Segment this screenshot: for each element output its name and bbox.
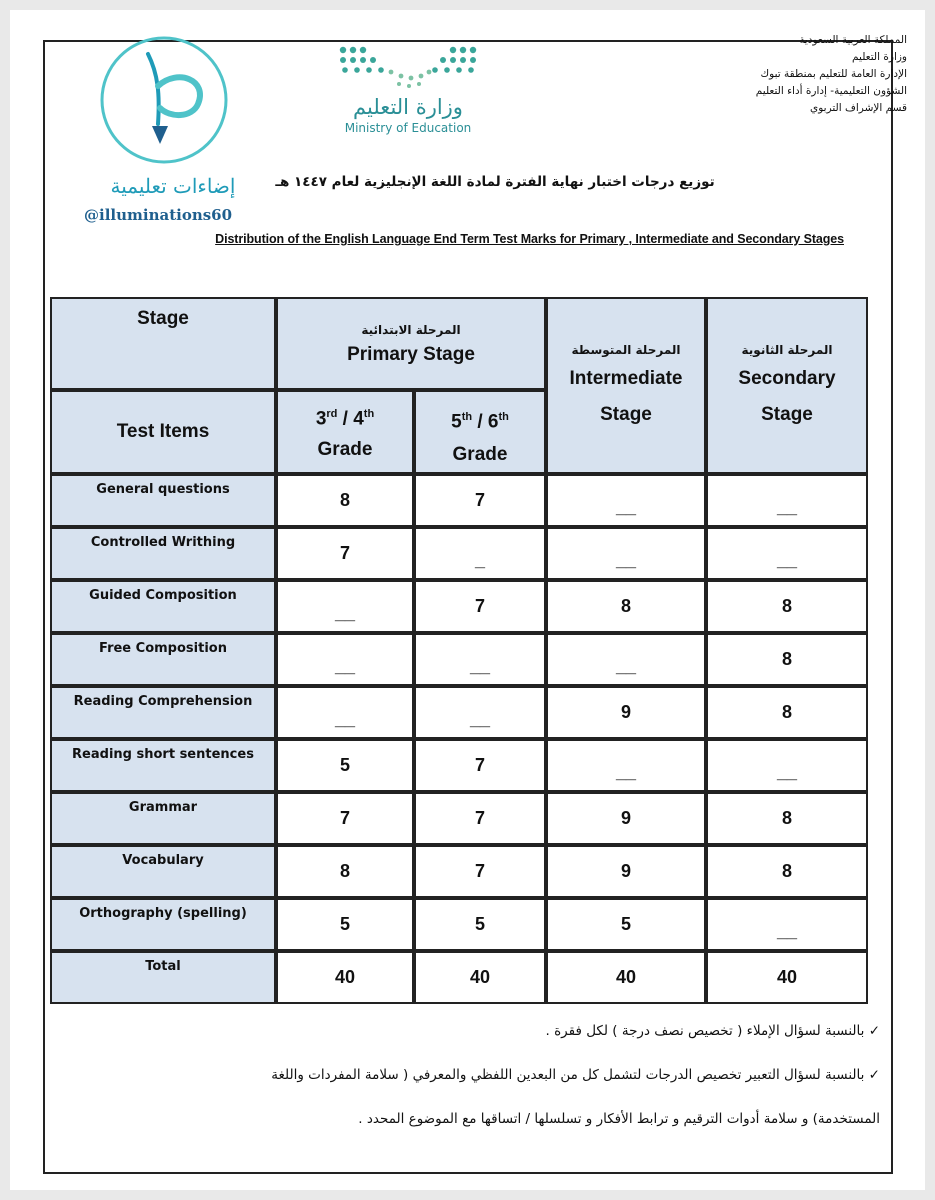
secondary-stage-en: Stage [761, 403, 813, 425]
title-arabic: توزيع درجات اختبار نهاية الفترة لمادة اللغة الإنجليزية لعام ١٤٤٧ هـ [275, 174, 715, 190]
mark-cell: 8 [706, 633, 868, 686]
ministry-name-en: Ministry of Education [344, 121, 472, 135]
mark-cell: __ [414, 686, 546, 739]
mark-cell: 5 [546, 898, 706, 951]
mark-cell: 7 [414, 474, 546, 527]
header-line: وزارة التعليم [852, 51, 907, 63]
mark-cell: 9 [546, 792, 706, 845]
mark-cell: 7 [414, 845, 546, 898]
intermediate-stage-en: Stage [600, 403, 652, 425]
illuminations-logo [84, 34, 248, 224]
mark-cell: 9 [546, 845, 706, 898]
test-item-cell: Reading Comprehension [50, 686, 276, 739]
mark-cell: __ [546, 739, 706, 792]
test-item-cell: General questions [50, 474, 276, 527]
mark-cell: 7 [414, 580, 546, 633]
mark-cell: __ [276, 633, 414, 686]
header-line: الإدارة العامة للتعليم بمنطقة تبوك [760, 68, 907, 80]
primary-stage-ar: المرحلة الابتدائية [361, 322, 461, 337]
mark-cell: 40 [546, 951, 706, 1004]
mark-cell: 8 [706, 686, 868, 739]
primary-stage-header [276, 297, 546, 390]
mark-cell: __ [276, 580, 414, 633]
logo-name-ar: إضاءات تعليمية [110, 174, 236, 198]
mark-cell: 5 [414, 898, 546, 951]
note-spelling: ✓ بالنسبة لسؤال الإملاء ( تخصيص نصف درجة ) لكل فقرة . [545, 1023, 880, 1039]
mark-cell: 7 [414, 739, 546, 792]
title-english: Distribution of the English Language End Term Test Marks for Primary , Intermediate and Secondary Stages [215, 232, 844, 246]
ministry-name-ar: وزارة التعليم [353, 95, 463, 119]
mark-cell: __ [546, 633, 706, 686]
mark-cell: 5 [276, 739, 414, 792]
document-page [10, 10, 925, 1190]
test-item-cell: Reading short sentences [50, 739, 276, 792]
mark-cell: __ [706, 527, 868, 580]
ministry-logo [328, 42, 488, 136]
mark-cell: 40 [414, 951, 546, 1004]
grade-56-label: 5th / 6th [451, 411, 509, 433]
ministry-header-text [717, 32, 907, 117]
stage-header [50, 297, 276, 390]
mark-cell: _ [414, 527, 546, 580]
test-item-cell: Grammar [50, 792, 276, 845]
mark-cell: 8 [706, 580, 868, 633]
intermediate-stage-ar: المرحلة المتوسطة [571, 342, 681, 357]
mark-cell: 9 [546, 686, 706, 739]
mark-cell: 7 [414, 792, 546, 845]
secondary-stage-ar: المرحلة الثانوية [741, 342, 833, 357]
mark-cell: __ [276, 686, 414, 739]
header-line: الشؤون التعليمية- إدارة أداء التعليم [755, 85, 907, 97]
test-item-cell: Guided Composition [50, 580, 276, 633]
grade-word: Grade [317, 438, 373, 460]
test-item-cell: Total [50, 951, 276, 1004]
grade-34-header [276, 390, 414, 474]
mark-cell: 40 [276, 951, 414, 1004]
test-item-cell: Vocabulary [50, 845, 276, 898]
pen-circle-icon [98, 34, 230, 166]
intermediate-stage-en: Intermediate [569, 367, 683, 389]
grade-word: Grade [452, 443, 508, 465]
mark-cell: 8 [546, 580, 706, 633]
mark-cell: 40 [706, 951, 868, 1004]
intermediate-stage-header [546, 297, 706, 474]
grade-34-label: 3rd / 4th [315, 408, 375, 430]
mark-cell: 7 [276, 527, 414, 580]
test-item-cell: Orthography (spelling) [50, 898, 276, 951]
secondary-stage-header [706, 297, 868, 474]
mark-cell: __ [706, 898, 868, 951]
grade-56-header [414, 390, 546, 474]
mark-cell: __ [706, 474, 868, 527]
ministry-dots-icon [333, 42, 483, 90]
header-line: قسم الإشراف التربوي [810, 102, 907, 114]
mark-cell: 8 [276, 845, 414, 898]
primary-stage-en: Primary Stage [347, 343, 475, 365]
mark-cell: __ [546, 527, 706, 580]
mark-cell: __ [414, 633, 546, 686]
test-items-label: Test Items [116, 421, 210, 442]
mark-cell: 7 [276, 792, 414, 845]
mark-cell: __ [546, 474, 706, 527]
mark-cell: 8 [706, 845, 868, 898]
mark-cell: __ [706, 739, 868, 792]
test-item-cell: Controlled Writhing [50, 527, 276, 580]
mark-cell: 5 [276, 898, 414, 951]
stage-label: Stage [137, 308, 189, 329]
note-composition-line2: المستخدمة) و سلامة أدوات الترقيم و ترابط الأفكار و تسلسلها / اتساقها مع الموضوع المحدد . [358, 1111, 880, 1127]
note-composition-line1: ✓ بالنسبة لسؤال التعبير تخصيص الدرجات لتشمل كل من البعدين اللفظي والمعرفي ( سلامة المفردات واللغة [271, 1067, 880, 1083]
test-item-cell: Free Composition [50, 633, 276, 686]
mark-cell: 8 [276, 474, 414, 527]
secondary-stage-en: Secondary [738, 367, 836, 389]
logo-handle: @illuminations60 [84, 206, 233, 224]
test-items-header [50, 390, 276, 474]
header-line: المملكة العربية السعودية [799, 34, 907, 46]
mark-cell: 8 [706, 792, 868, 845]
